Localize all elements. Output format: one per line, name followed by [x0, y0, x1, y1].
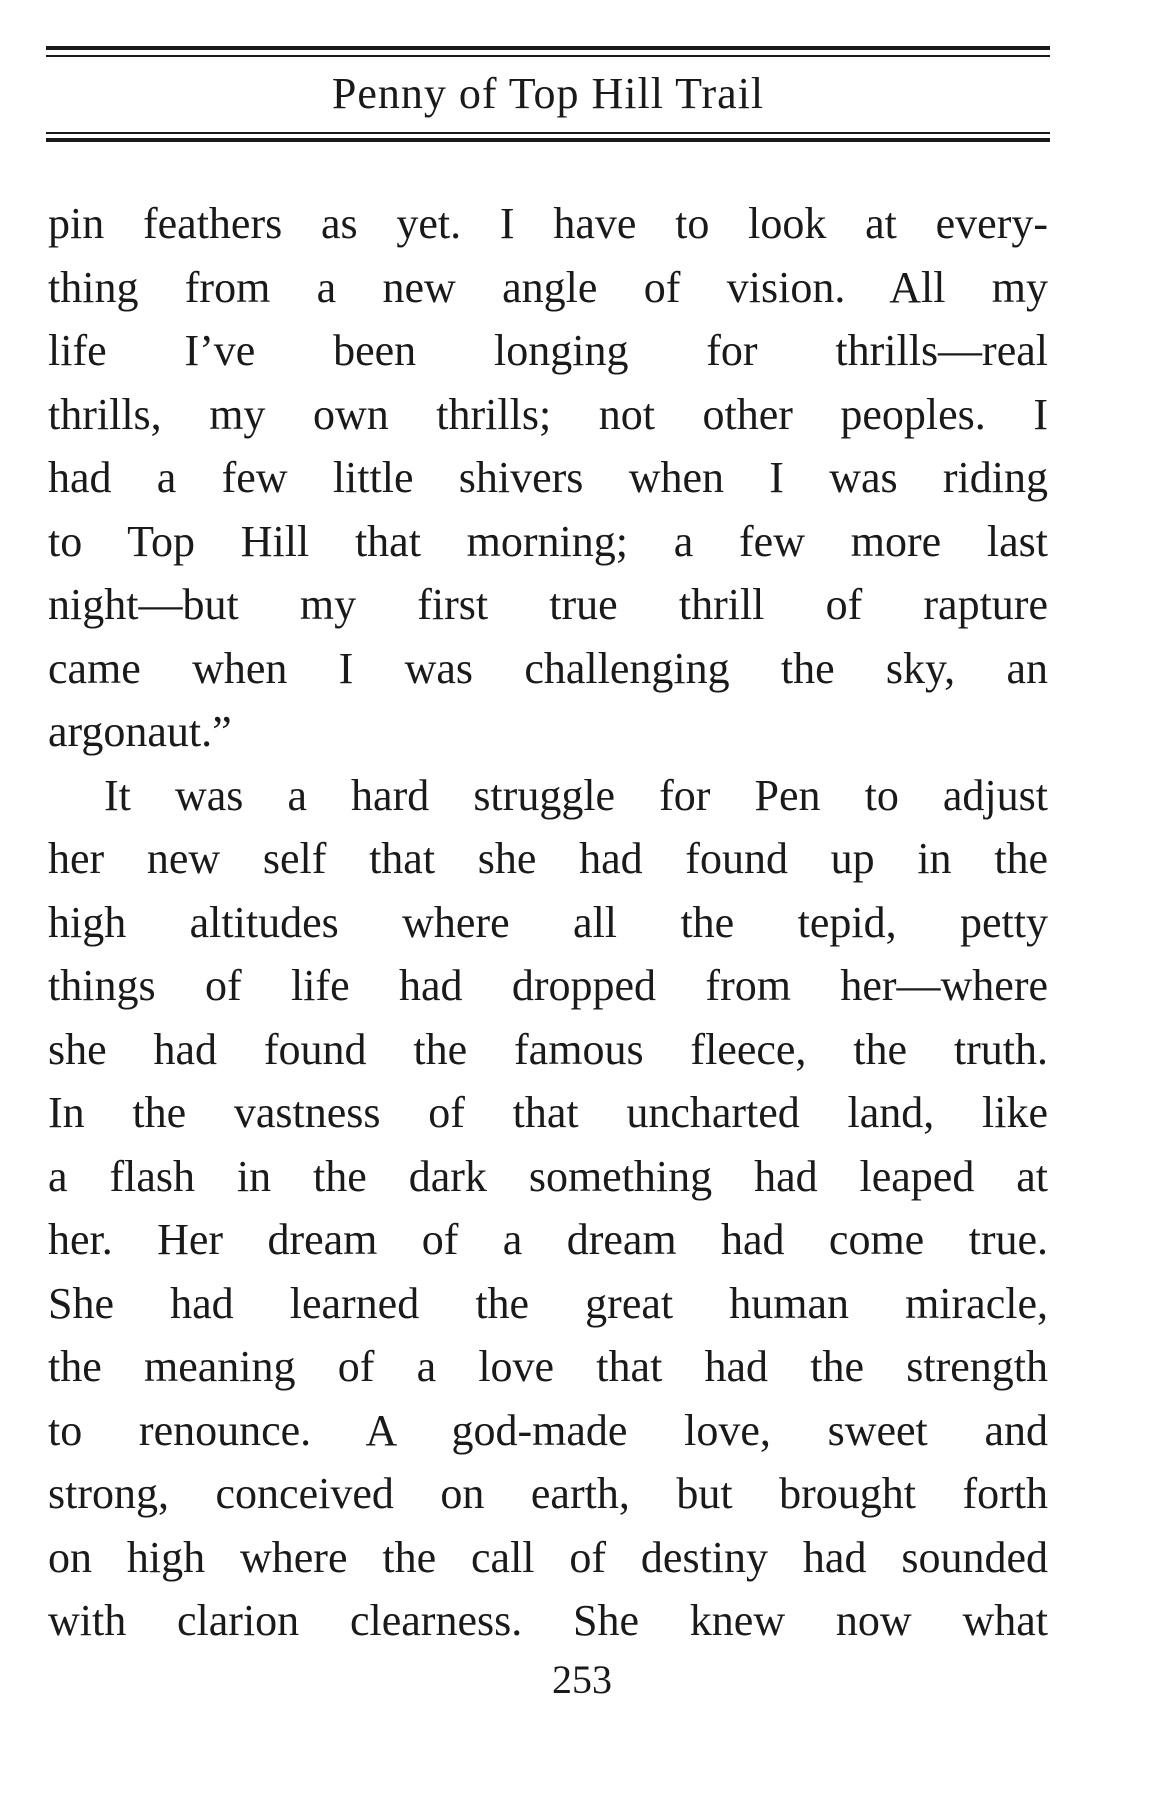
text-line: had a few little shivers when I was riding [48, 453, 1048, 502]
text-line: night—but my first true thrill of rapture [48, 580, 1048, 629]
text-line: In the vastness of that uncharted land, like [48, 1088, 1048, 1137]
text-line: thrills, my own thrills; not other peoples. I [48, 389, 1048, 439]
text-line: thing from a new angle of vision. All my [48, 262, 1048, 312]
text-line: her. Her dream of a dream had come true. [48, 1215, 1048, 1264]
text-line: argonaut.” [48, 707, 232, 756]
text-line: It was a hard struggle for Pen to adjust [104, 770, 1048, 820]
page-number: 253 [552, 1657, 612, 1702]
text-line: high altitudes where all the tepid, petty [48, 897, 1048, 947]
header-rule-bottom-thin [46, 132, 1050, 134]
text-line: on high where the call of destiny had sounded [48, 1532, 1048, 1582]
text-line: pin feathers as yet. I have to look at every- [48, 199, 1048, 248]
text-line: a flash in the dark something had leaped at [48, 1151, 1048, 1201]
text-line: things of life had dropped from her—where [48, 961, 1048, 1010]
text-line: life I’ve been longing for thrills—real [48, 326, 1048, 375]
running-title: Penny of Top Hill Trail [331, 69, 765, 118]
text-line: the meaning of a love that had the strength [48, 1342, 1048, 1391]
text-line: to renounce. A god-made love, sweet and [48, 1405, 1048, 1455]
header-rule-top-thin [46, 55, 1050, 57]
header-rule-top-thick [46, 46, 1050, 50]
body-text [48, 192, 1048, 1653]
text-line: with clarion clearness. She knew now what [48, 1596, 1048, 1645]
text-line: she had found the famous fleece, the truth. [48, 1024, 1048, 1074]
text-line: strong, conceived on earth, but brought forth [48, 1469, 1048, 1518]
text-line: her new self that she had found up in the [48, 834, 1048, 883]
header-rule-bottom-thick [46, 138, 1050, 142]
text-line: to Top Hill that morning; a few more last [48, 516, 1048, 566]
text-line: She had learned the great human miracle, [48, 1278, 1048, 1328]
text-line: came when I was challenging the sky, an [48, 643, 1048, 693]
